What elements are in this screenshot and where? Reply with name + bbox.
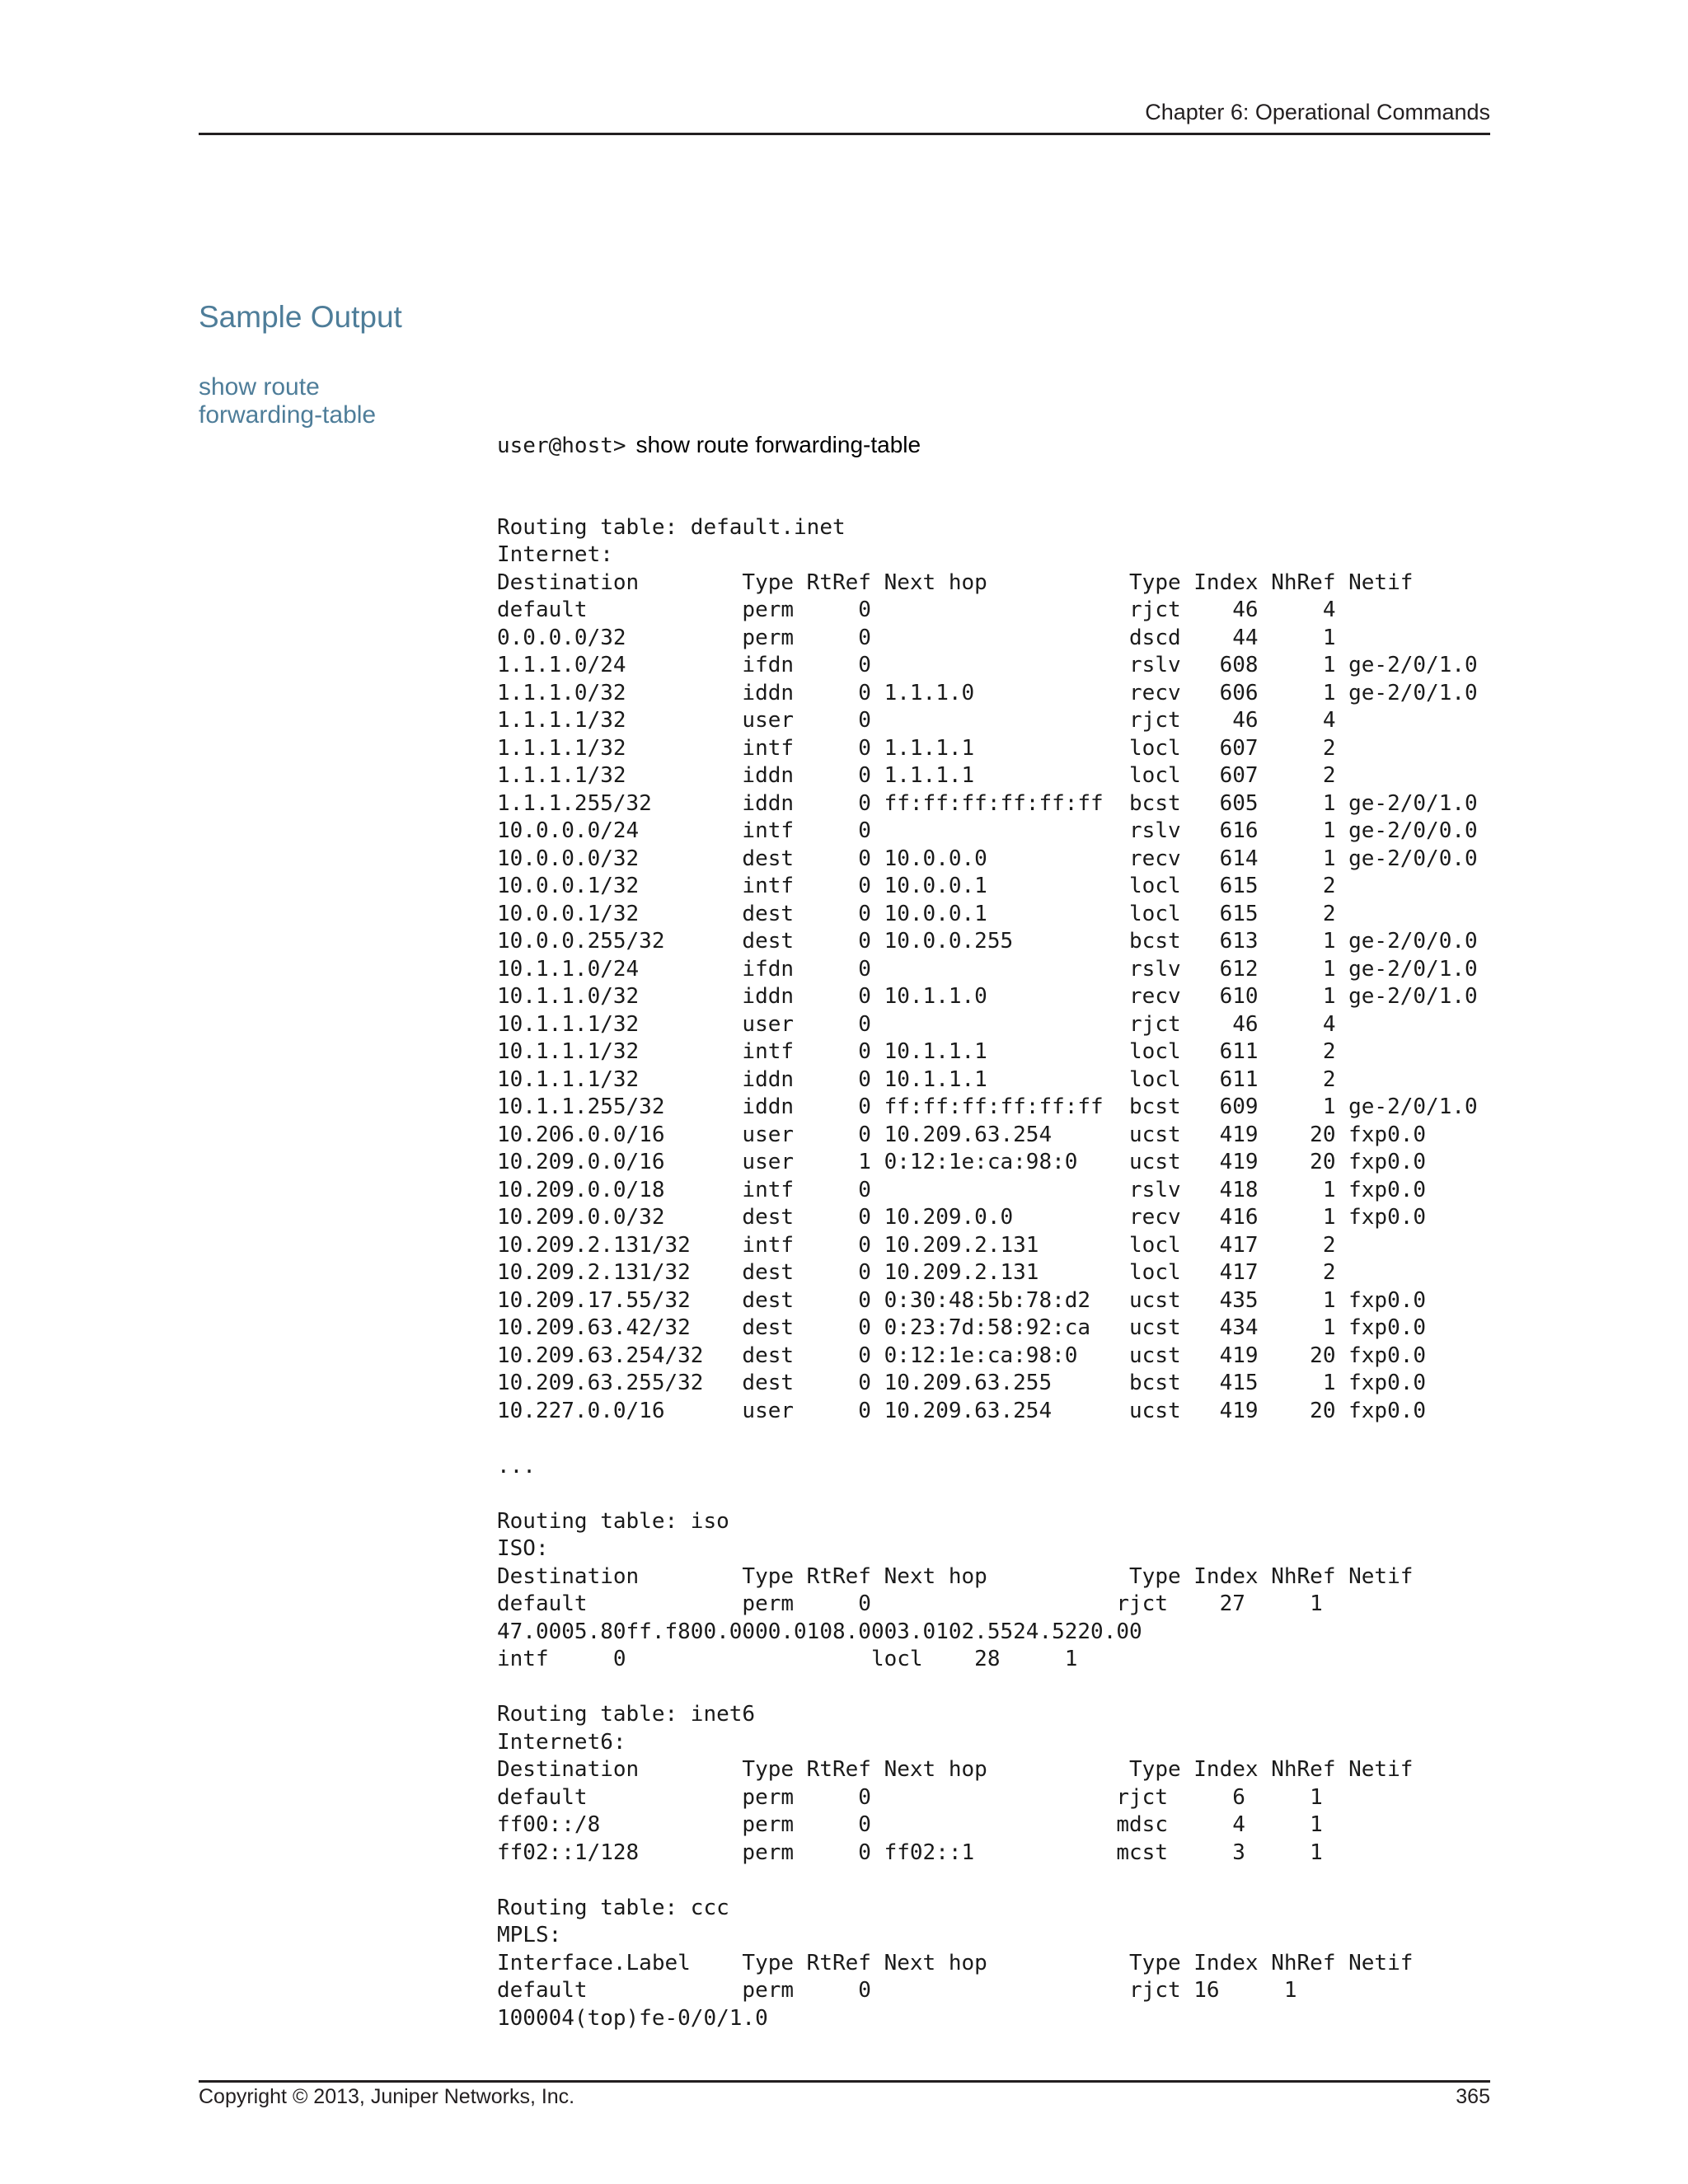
output-line: 10.1.1.1/32 intf 0 10.1.1.1 locl 611 2: [497, 1039, 1336, 1064]
output-line: 10.209.0.0/18 intf 0 rslv 418 1 fxp0.0: [497, 1177, 1427, 1202]
sidebar-label-line-2: forwarding-table: [199, 401, 377, 429]
output-line: 10.0.0.1/32 dest 0 10.0.0.1 locl 615 2: [497, 901, 1336, 926]
output-line: Routing table: iso: [497, 1508, 729, 1534]
output-line: default perm 0 rjct 46 4: [497, 598, 1336, 622]
output-line: Destination Type RtRef Next hop Type Index NhRef Netif: [497, 569, 1414, 595]
chapter-header: Chapter 6: Operational Commands: [1145, 100, 1490, 124]
output-line: Internet:: [497, 542, 613, 567]
output-line: 1.1.1.1/32 iddn 0 1.1.1.1 locl 607 2: [497, 763, 1336, 788]
output-line: 10.209.0.0/32 dest 0 10.209.0.0 recv 416 1 fxp0.0: [497, 1205, 1427, 1230]
header-divider: [199, 133, 1490, 135]
output-line: Destination Type RtRef Next hop Type Index NhRef Netif: [497, 1757, 1414, 1782]
output-line: 10.209.0.0/16 user 1 0:12:1e:ca:98:0 ucst 419 20 fxp0.0: [497, 1150, 1427, 1174]
output-line: 10.209.63.42/32 dest 0 0:23:7d:58:92:ca ucst 434 1 fxp0.0: [497, 1315, 1427, 1340]
output-line: 10.1.1.1/32 iddn 0 10.1.1.1 locl 611 2: [497, 1066, 1336, 1092]
output-line: ff00::/8 perm 0 mdsc 4 1: [497, 1812, 1323, 1837]
output-line: [497, 1425, 1486, 1453]
output-line: MPLS:: [497, 1923, 562, 1947]
output-line: ff02::1/128 perm 0 ff02::1 mcst 3 1: [497, 1840, 1323, 1865]
output-line: [497, 1867, 1486, 1895]
output-line: 10.209.63.254/32 dest 0 0:12:1e:ca:98:0 ucst 419 20 fxp0.0: [497, 1343, 1427, 1368]
output-line: ISO:: [497, 1536, 549, 1561]
output-line: 10.0.0.255/32 dest 0 10.0.0.255 bcst 613 1 ge-2/0/0.0: [497, 929, 1478, 954]
output-line: Interface.Label Type RtRef Next hop Type Index NhRef Netif: [497, 1950, 1414, 1975]
output-lines: [497, 514, 1486, 2033]
output-line: [497, 1480, 1486, 1508]
output-line: Routing table: default.inet: [497, 514, 846, 540]
output-line: 10.206.0.0/16 user 0 10.209.63.254 ucst 419 20 fxp0.0: [497, 1122, 1427, 1147]
output-line: 10.209.2.131/32 dest 0 10.209.2.131 locl 417 2: [497, 1260, 1336, 1285]
output-line: 10.1.1.255/32 iddn 0 ff:ff:ff:ff:ff:ff bcst 609 1 ge-2/0/1.0: [497, 1094, 1478, 1119]
output-line: default perm 0 rjct 27 1: [497, 1591, 1323, 1616]
output-line: 1.1.1.0/32 iddn 0 1.1.1.0 recv 606 1 ge-2/0/1.0: [497, 680, 1478, 705]
output-line: 47.0005.80ff.f800.0000.0108.0003.0102.5524.5220.00: [497, 1619, 1142, 1644]
output-line: [497, 1674, 1486, 1702]
output-line: 1.1.1.1/32 intf 0 1.1.1.1 locl 607 2: [497, 735, 1336, 761]
output-line: Internet6:: [497, 1729, 626, 1755]
output-line: 10.209.63.255/32 dest 0 10.209.63.255 bcst 415 1 fxp0.0: [497, 1371, 1427, 1395]
output-line: intf 0 locl 28 1: [497, 1647, 1078, 1671]
output-line: 1.1.1.0/24 ifdn 0 rslv 608 1 ge-2/0/1.0: [497, 653, 1478, 677]
section-title: Sample Output: [199, 300, 402, 334]
command-output-block: [497, 376, 1486, 2060]
output-line: 1.1.1.255/32 iddn 0 ff:ff:ff:ff:ff:ff bcst 605 1 ge-2/0/1.0: [497, 790, 1478, 816]
output-line: 10.0.0.0/24 intf 0 rslv 616 1 ge-2/0/0.0: [497, 818, 1478, 843]
output-line: Routing table: ccc: [497, 1895, 729, 1920]
output-line: 10.1.1.1/32 user 0 rjct 46 4: [497, 1011, 1336, 1037]
output-line: default perm 0 rjct 6 1: [497, 1784, 1323, 1810]
output-line: ...: [497, 1453, 536, 1479]
output-line: 10.209.2.131/32 intf 0 10.209.2.131 locl 417 2: [497, 1232, 1336, 1258]
command-sidebar-label: [199, 373, 462, 429]
command-prompt-line: [497, 431, 1486, 459]
output-line: 10.0.0.1/32 intf 0 10.0.0.1 locl 615 2: [497, 874, 1336, 898]
footer-divider: [199, 2080, 1490, 2083]
output-line: Destination Type RtRef Next hop Type Index NhRef Netif: [497, 1563, 1414, 1589]
output-line: 10.227.0.0/16 user 0 10.209.63.254 ucst 419 20 fxp0.0: [497, 1398, 1427, 1423]
output-line: 10.209.17.55/32 dest 0 0:30:48:5b:78:d2 ucst 435 1 fxp0.0: [497, 1287, 1427, 1313]
output-line: 10.0.0.0/32 dest 0 10.0.0.0 recv 614 1 ge-2/0/0.0: [497, 846, 1478, 871]
output-line: 10.1.1.0/24 ifdn 0 rslv 612 1 ge-2/0/1.0: [497, 956, 1478, 982]
sidebar-label-line-1: show route: [199, 373, 320, 401]
output-line: 1.1.1.1/32 user 0 rjct 46 4: [497, 708, 1336, 733]
output-line: Routing table: inet6: [497, 1702, 756, 1727]
output-line: 100004(top)fe-0/0/1.0: [497, 2005, 768, 2031]
output-line: 0.0.0.0/32 perm 0 dscd 44 1: [497, 625, 1336, 650]
prompt-user: user@host>: [497, 434, 626, 458]
copyright-text: Copyright © 2013, Juniper Networks, Inc.: [199, 2085, 575, 2108]
prompt-command: show route forwarding-table: [635, 432, 921, 457]
output-line: default perm 0 rjct 16 1: [497, 1978, 1297, 2003]
page-number: 365: [1456, 2085, 1490, 2108]
output-line: 10.1.1.0/32 iddn 0 10.1.1.0 recv 610 1 ge-2/0/1.0: [497, 984, 1478, 1009]
